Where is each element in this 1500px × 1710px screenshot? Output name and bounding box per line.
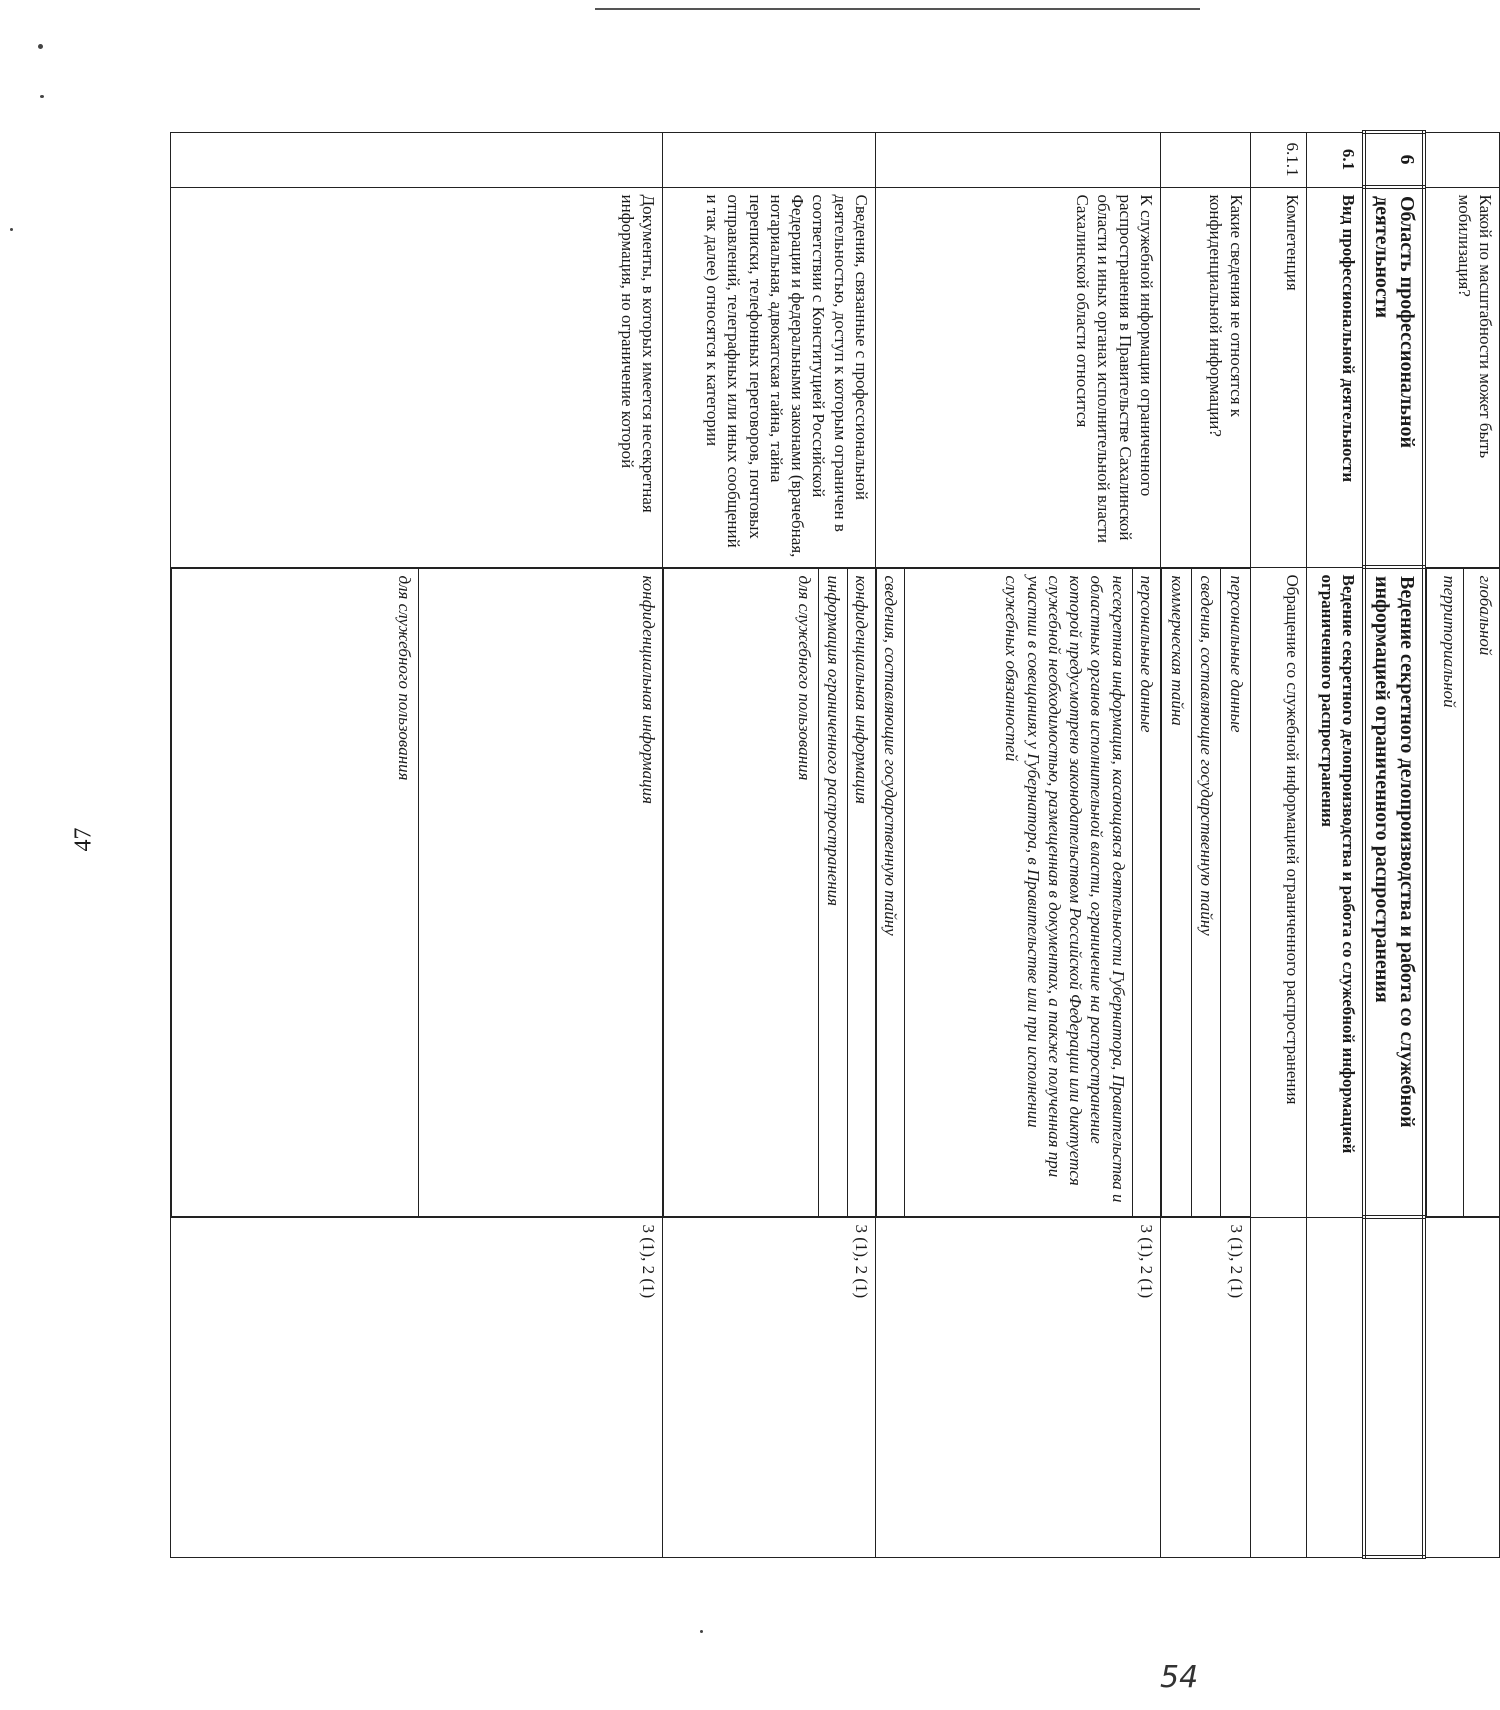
rotated-table-wrapper	[170, 130, 1500, 1555]
question-cell: Сведения, связанные с профессиональной деятельностью, доступ к которым ограничен в соответствии с Конституцией Российской Федерации и федеральными законами (врачебная, нотариальная, адвокатская тайна, тайна переписки, телефонных переговоров, почтовых отправлений, телеграфных или иных сообщений и так далее) относятся к категории	[663, 187, 876, 567]
score-cell: 3 (1), 2 (1)	[1161, 1217, 1251, 1557]
table-row	[663, 132, 876, 1557]
answers-cell	[1161, 567, 1251, 1217]
top-edge-rule	[595, 8, 1200, 10]
answer-option: конфиденциальная информация	[847, 568, 875, 1216]
score-cell: 3 (1), 2 (1)	[876, 1217, 1161, 1557]
table-row	[1425, 132, 1500, 1557]
answer-option: для служебного пользования	[664, 568, 820, 1216]
row-number: 6.1.1	[1251, 132, 1307, 187]
scan-speck	[38, 44, 43, 49]
question-cell: Вид профессиональной деятельности	[1307, 187, 1365, 567]
question-cell: Область профессиональной деятельности	[1365, 187, 1425, 567]
row-number: 6	[1365, 132, 1425, 187]
sheet-number: 54	[1160, 1660, 1199, 1695]
table-row	[171, 132, 663, 1557]
answer-option: для служебного пользования	[172, 568, 419, 1216]
questions-table	[170, 130, 1500, 1559]
answer-option: несекретная информация, касающаяся деятельности Губернатора, Правительства и областных органов исполнительной власти, ограничение на распространение которой предусмотрено законодательством Российской Федерации или диктуется служебной необходимостью, размещенная в документах, а также полученная при участии в совещаниях у Губернатора, в Правительстве или при исполнении служебных обязанностей	[905, 568, 1133, 1216]
answer-option: территориальной	[1427, 568, 1463, 1216]
question-cell: К служебной информации ограниченного распространения в Правительстве Сахалинской области и иных органах исполнительной власти Сахалинской области относится	[876, 187, 1161, 567]
question-cell: Какой по масштабности может быть мобилизация?	[1425, 187, 1500, 567]
row-number	[171, 132, 663, 187]
answer-option: Ведение секретного делопроизводства и работа со служебной информацией ограниченного распространения	[1307, 567, 1365, 1217]
answer-option: персональные данные	[1132, 568, 1160, 1216]
scan-speck	[10, 228, 13, 231]
page-number: 47	[70, 827, 97, 852]
row-number	[1425, 132, 1500, 187]
table-row	[1365, 132, 1425, 1557]
score-cell	[1365, 1217, 1425, 1557]
answer-option: конфиденциальная информация	[419, 568, 662, 1216]
answers-cell	[663, 567, 876, 1217]
table-row	[1161, 132, 1251, 1557]
answer-option: персональные данные	[1221, 568, 1250, 1216]
score-cell	[1251, 1217, 1307, 1557]
answers-cell	[171, 567, 663, 1217]
question-cell: Документы, в которых имеется несекретная информация, но ограничение которой	[171, 187, 663, 567]
answers-cell	[876, 567, 1161, 1217]
scan-speck	[700, 1630, 703, 1633]
row-number: 6.1	[1307, 132, 1365, 187]
score-cell	[1425, 1217, 1500, 1557]
answer-option: сведения, составляющие государственную тайну	[1191, 568, 1221, 1216]
answers-cell	[1425, 567, 1500, 1217]
answer-option: сведения, составляющие государственную тайну	[877, 568, 905, 1216]
table-row	[1251, 132, 1307, 1557]
score-cell	[1307, 1217, 1365, 1557]
question-cell: Какие сведения не относятся к конфиденциальной информации?	[1161, 187, 1251, 567]
row-number	[876, 132, 1161, 187]
answer-option: глобальной	[1463, 568, 1499, 1216]
row-number	[663, 132, 876, 187]
row-number	[1161, 132, 1251, 187]
score-cell: 3 (1), 2 (1)	[663, 1217, 876, 1557]
answer-option: коммерческая тайна	[1162, 568, 1192, 1216]
question-cell: Компетенция	[1251, 187, 1307, 567]
answer-option: информация ограниченного распространения	[819, 568, 847, 1216]
answer-option: Ведение секретного делопроизводства и работа со служебной информацией ограниченного распространения	[1365, 567, 1425, 1217]
score-cell: 3 (1), 2 (1)	[171, 1217, 663, 1557]
table-row	[876, 132, 1161, 1557]
scan-speck	[40, 95, 44, 98]
table-row	[1307, 132, 1365, 1557]
answer-option: Обращение со служебной информацией ограниченного распространения	[1251, 567, 1307, 1217]
